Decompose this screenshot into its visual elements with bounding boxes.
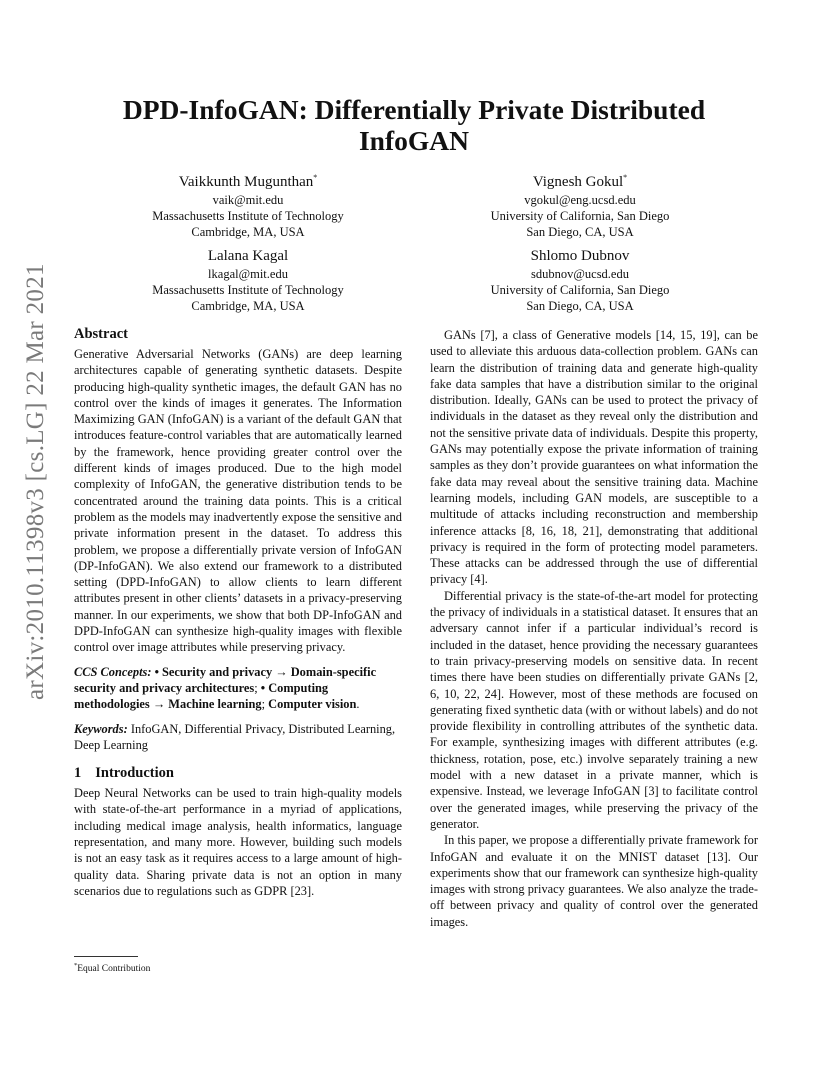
- section-title: Introduction: [95, 765, 174, 782]
- author-name: Shlomo Dubnov: [530, 248, 630, 264]
- section-number: 1: [74, 765, 82, 782]
- author-block: [98, 168, 398, 240]
- keywords-label: Keywords:: [74, 721, 128, 736]
- ccs-concept: • Security and privacy → Domain-specific security and privacy architectures: [74, 664, 377, 695]
- author-affiliation: Massachusetts Institute of Technology: [152, 283, 344, 297]
- author-affiliation: University of California, San Diego: [490, 209, 670, 223]
- author-affiliation: Massachusetts Institute of Technology: [152, 209, 344, 223]
- arxiv-identifier: arXiv:2010.11398v3 [cs.LG] 22 Mar 2021: [22, 263, 49, 700]
- author-email: vgokul@eng.ucsd.edu: [524, 193, 636, 207]
- abstract-heading: Abstract: [74, 326, 128, 342]
- author-location: Cambridge, MA, USA: [191, 225, 305, 239]
- author-location: Cambridge, MA, USA: [191, 299, 305, 313]
- author-name: Vaikkunth Mugunthan: [178, 174, 314, 190]
- author-mark: *: [313, 173, 318, 182]
- right-column: [430, 327, 758, 930]
- ccs-label: CCS Concepts:: [74, 664, 152, 679]
- ccs-concepts: [74, 664, 402, 713]
- paper-title: [60, 94, 768, 156]
- author-email: vaik@mit.edu: [212, 193, 284, 207]
- author-block: [98, 247, 398, 314]
- ccs-separator: ;: [254, 680, 261, 695]
- paragraph: Differential privacy is the state-of-the-art model for protecting the privacy of individuals in a statistical dataset. It ensures that an adversary cannot infer if a particular individual’s record is included in the dataset, hence providing the necessary guarantees to train privacy-preserving models on sensitive data. In recent times there have been studies on differentially private GANs [2, 6, 10, 22, 24]. However, most of these methods are focused on generating fixed synthetic data (with or without labels) and do not provide flexibility in controlling attributes of the synthetic data. For example, synthesizing images with different attributes (e.g. thickness, rotation, pose, etc.) involve separately training a new model with a new dataset in a private manner, which is expensive. Instead, we leverage InfoGAN [3] to facilitate control over the generated images, while preserving the privacy of the generator.: [430, 588, 758, 831]
- paragraph: In this paper, we propose a differentially private framework for InfoGAN and evaluate it on the MNIST dataset [13]. Our experiments show that our framework can synthesize high-quality images with strong privacy guarantees. We also analyze the trade-off between privacy and quality of control over the generated images.: [430, 833, 758, 929]
- paragraph: GANs [7], a class of Generative models [14, 15, 19], can be used to alleviate this arduous data-collection problem. GANs can learn the distribution of training data and generate high-quality fake data samples that have a distribution similar to the original distribution. Ideally, GANs can be used to protect the privacy of individuals in the dataset as they reveal only the distribution and not the sensitive private data of individuals. Despite this property, GANs may potentially expose the private information of training samples as they don’t provide guarantees on what information the fake data may reveal about the sensitive training data. Machine learning models, including GAN models, are susceptible to a multitude of attacks including reconstruction and membership inference attacks [8, 16, 18, 21], demonstrating that additional privacy is required in the form of protecting model parameters. These attacks can be addressed through the use of differential privacy [4].: [430, 328, 758, 587]
- keywords: [74, 721, 402, 754]
- title-line-2: InfoGAN: [358, 125, 469, 156]
- author-email: sdubnov@ucsd.edu: [531, 267, 629, 281]
- author-block: [430, 247, 730, 314]
- ccs-concept: • Computing methodologies → Machine learning: [74, 680, 329, 712]
- author-name: Vignesh Gokul: [532, 174, 624, 190]
- footnote: [74, 960, 150, 975]
- author-location: San Diego, CA, USA: [526, 225, 634, 239]
- abstract-text: Generative Adversarial Networks (GANs) are deep learning architectures capable of generating synthetic datasets. Despite producing high-quality synthetic images, the default GAN has no control over the kinds of images it generates. The Information Maximizing GAN (InfoGAN) is a variant of the default GAN that introduces feature-control variables that are automatically learned by the framework, hence providing greater control over the different kinds of images produced. Due to the high model complexity of InfoGAN, the generative distribution tends to be concentrated around the training data points. This is a critical problem as the models may inadvertently expose the sensitive and private information present in the dataset. To address this problem, we propose a differentially private version of InfoGAN (DP-InfoGAN). We also extend our framework to a distributed setting (DPD-InfoGAN) to allow clients to learn different attributes present in other clients’ datasets in a privacy-preserving manner. In our experiments, we show that both DP-InfoGAN and DPD-InfoGAN can synthesize high-quality images with flexible control over image attributes while preserving privacy.: [74, 347, 402, 655]
- paragraph: Deep Neural Networks can be used to train high-quality models with state-of-the-art performance in a myriad of applications, including medical image analysis, health informatics, language representation, and many more. However, building such models is not an easy task as it requires access to a large amount of high-quality data. Sharing private data is not an option in many scenarios due to regulations such as GDPR [23].: [74, 786, 402, 898]
- author-location: San Diego, CA, USA: [526, 299, 634, 313]
- author-name: Lalana Kagal: [207, 248, 289, 264]
- keywords-text: InfoGAN, Differential Privacy, Distributed Learning, Deep Learning: [74, 721, 396, 752]
- left-column: [74, 325, 402, 899]
- ccs-concept: Computer vision: [268, 697, 357, 712]
- title-line-1: DPD-InfoGAN: Differentially Private Distributed: [122, 94, 706, 125]
- footnote-text: Equal Contribution: [77, 964, 151, 975]
- author-mark: *: [623, 173, 628, 182]
- footnote-mark: *: [74, 962, 78, 969]
- ccs-end: .: [356, 697, 360, 712]
- author-email: lkagal@mit.edu: [208, 267, 288, 281]
- ccs-separator: ;: [261, 697, 269, 712]
- section-heading: [74, 764, 402, 782]
- footnote-rule: [74, 956, 138, 957]
- author-block: [430, 168, 730, 240]
- author-affiliation: University of California, San Diego: [490, 283, 670, 297]
